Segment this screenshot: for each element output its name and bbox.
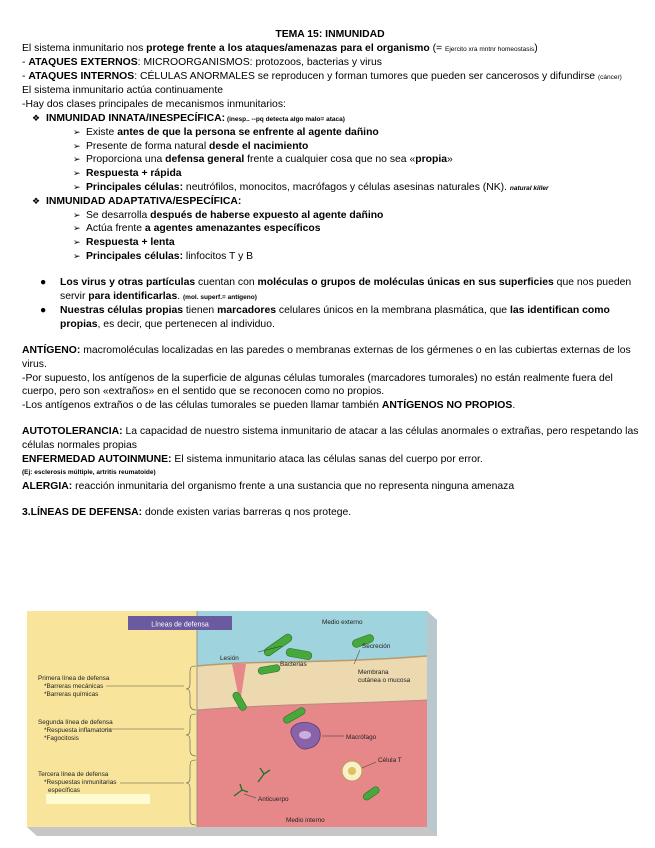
externos-text: : MICROORGANISMOS: protozoos, bacterias y virus bbox=[137, 57, 382, 69]
label-primera: Primera línea de defensa bbox=[38, 675, 110, 682]
label-macrofago: Macrófago bbox=[346, 734, 377, 741]
item-text: » bbox=[447, 154, 453, 166]
bullet-bold: para identificarlas bbox=[88, 290, 178, 302]
alergia-label: ALERGIA: bbox=[22, 480, 73, 492]
list-item bbox=[73, 250, 642, 264]
internos-note: (cáncer) bbox=[597, 73, 622, 81]
bullet-bold: moléculas o grupos de moléculas únicas en sus superficies bbox=[257, 277, 554, 289]
lineas-text: donde existen varias barreras q nos protege. bbox=[142, 507, 352, 519]
innata-label: INMUNIDAD INNATA/INESPECÍFICA: bbox=[46, 112, 226, 124]
item-text: neutrófilos, monocitos, macrófagos y células asesinas naturales (NK). bbox=[183, 181, 510, 193]
item-text: Actúa frente bbox=[86, 223, 145, 235]
arrow-bullet-icon: ➢ bbox=[73, 209, 81, 220]
item-text: Se desarrolla bbox=[86, 209, 151, 221]
item-text: Existe bbox=[86, 127, 118, 139]
list-item bbox=[73, 236, 642, 250]
diamond-bullet-icon: ❖ bbox=[32, 112, 41, 123]
bullet-propias bbox=[40, 304, 642, 331]
label-tercera: Tercera línea de defensa bbox=[38, 771, 109, 778]
label-segunda: Segunda línea de defensa bbox=[38, 719, 113, 726]
internos-label: ATAQUES INTERNOS bbox=[28, 70, 135, 82]
arrow-bullet-icon: ➢ bbox=[73, 140, 81, 151]
bullet-virus bbox=[40, 276, 642, 304]
bullet-bold: las identifican como propias bbox=[60, 305, 610, 330]
internos-text: : CÉLULAS ANORMALES se reproducen y forman tumores que pueden ser cancerosos y difundirse bbox=[134, 70, 598, 82]
item-bold: propia bbox=[415, 154, 448, 166]
list-item bbox=[73, 153, 642, 167]
antigeno-definition bbox=[22, 344, 642, 371]
adaptativa-heading bbox=[32, 195, 642, 209]
autoinmune-example: (Ej: esclerosis múltiple, artritis reumatoide) bbox=[22, 469, 156, 477]
intro-paren: (= bbox=[429, 42, 446, 54]
alergia-definition bbox=[22, 480, 642, 494]
label-celula-t: Célula T bbox=[378, 757, 402, 764]
arrow-bullet-icon: ➢ bbox=[73, 223, 81, 234]
arrow-bullet-icon: ➢ bbox=[73, 127, 81, 138]
autoinmune-label: ENFERMEDAD AUTOINMUNE: bbox=[22, 453, 172, 465]
item-bold: Respuesta + rápida bbox=[86, 167, 182, 179]
bullet-text: que nos pueden servir bbox=[60, 277, 632, 302]
bullet-bold: marcadores bbox=[217, 305, 277, 317]
intro-close: ) bbox=[534, 42, 538, 54]
antigeno-p3 bbox=[22, 399, 642, 413]
antigeno-text: macromoléculas localizadas en las paredes o membranas externas de los gérmenes o en las cubiertas externas de los virus. bbox=[22, 345, 631, 371]
round-bullet-icon: ● bbox=[40, 305, 47, 317]
arrow-bullet-icon: ➢ bbox=[73, 154, 81, 165]
item-bold: antes de que la persona se enfrente al agente dañino bbox=[117, 127, 379, 139]
item-text: Proporciona una bbox=[86, 154, 166, 166]
antigeno-p3-text: -Los antígenos extraños o de las células tumorales se pueden llamar también bbox=[22, 399, 382, 411]
arrow-bullet-icon: ➢ bbox=[73, 236, 81, 247]
externos-label: ATAQUES EXTERNOS bbox=[28, 57, 138, 69]
bullet-text: celulares únicos en la membrana plasmática, que bbox=[276, 305, 510, 317]
alergia-text: reacción inmunitaria del organismo frente a una sustancia que no representa ninguna amenaza bbox=[72, 480, 515, 492]
label-primera-2: *Barreras químicas bbox=[44, 691, 99, 698]
label-membrana: Membrana bbox=[358, 669, 389, 676]
banner-label: Líneas de defensa bbox=[151, 621, 209, 629]
internos-lead: - bbox=[22, 70, 29, 82]
innata-note: (inesp.. --pq detecta algo malo= ataca) bbox=[225, 115, 345, 123]
label-primera-1: *Barreras mecánicas bbox=[44, 683, 104, 690]
bullet-text: cuentan con bbox=[195, 277, 258, 289]
frame-bottom bbox=[27, 827, 437, 836]
label-lesion: Lesión bbox=[220, 655, 239, 662]
bullet-text: , es decir, que pertenecen al individuo. bbox=[97, 318, 275, 330]
item-bold: defensa general bbox=[165, 154, 245, 166]
item-text: linfocitos T y B bbox=[183, 250, 254, 262]
continuo-text: El sistema inmunitario actúa continuamente bbox=[22, 85, 223, 97]
arrow-bullet-icon: ➢ bbox=[73, 181, 81, 192]
bullet-bold: Nuestras células propias bbox=[60, 305, 184, 317]
document bbox=[22, 28, 642, 520]
antigeno-p3-end: . bbox=[512, 399, 516, 411]
adaptativa-label: INMUNIDAD ADAPTATIVA/ESPECÍFICA: bbox=[46, 196, 242, 208]
arrow-bullet-icon: ➢ bbox=[73, 167, 81, 178]
item-bold: Principales células: bbox=[86, 250, 184, 262]
label-medio-externo: Medio externo bbox=[322, 619, 363, 626]
item-bold: después de haberse expuesto al agente dañino bbox=[150, 209, 384, 221]
autoinmune-definition bbox=[22, 453, 642, 467]
label-anticuerpo: Anticuerpo bbox=[258, 796, 289, 803]
label-secrecion: Secreción bbox=[362, 643, 391, 650]
ataques-internos bbox=[22, 70, 642, 85]
autoinmune-text: El sistema inmunitario ataca las células sanas del cuerpo por error. bbox=[171, 453, 483, 465]
intro-bold: protege frente a los ataques/amenazas para el organismo bbox=[146, 42, 430, 54]
macrophage-nucleus bbox=[299, 731, 311, 739]
label-bacterias: Bacterias bbox=[280, 661, 307, 668]
list-item bbox=[73, 222, 642, 236]
defense-lines-figure bbox=[24, 608, 439, 838]
bullet-bold: Los virus y otras partículas bbox=[60, 277, 196, 289]
item-bold: desde el nacimiento bbox=[209, 140, 309, 152]
item-bold: Principales células: bbox=[86, 181, 184, 193]
innata-heading bbox=[32, 112, 642, 127]
diamond-bullet-icon: ❖ bbox=[32, 196, 41, 207]
list-item bbox=[73, 181, 642, 196]
frame-side bbox=[427, 611, 437, 836]
label-tercera-1: *Respuestas inmunitarias bbox=[44, 779, 117, 786]
item-bold: a agentes amenazantes específicos bbox=[144, 223, 321, 235]
highlight-box bbox=[46, 794, 150, 804]
label-segunda-1: *Respuesta inflamatoria bbox=[44, 727, 112, 734]
list-item bbox=[73, 209, 642, 223]
antigeno-p3-bold: ANTÍGENOS NO PROPIOS bbox=[381, 399, 513, 411]
label-segunda-2: *Fagocitosis bbox=[44, 735, 79, 742]
list-item bbox=[73, 167, 642, 181]
autotolerancia-definition bbox=[22, 425, 642, 452]
list-item bbox=[73, 140, 642, 154]
bullet-note: (mol. superf.= antígeno) bbox=[183, 293, 257, 301]
item-bold: Respuesta + lenta bbox=[86, 236, 175, 248]
ataques-externos bbox=[22, 56, 642, 70]
arrow-bullet-icon: ➢ bbox=[73, 250, 81, 261]
antigeno-label: ANTÍGENO: bbox=[22, 345, 81, 357]
round-bullet-icon: ● bbox=[40, 277, 47, 289]
label-medio-interno: Medio interno bbox=[286, 817, 325, 824]
list-item bbox=[73, 126, 642, 140]
item-note: natural killer bbox=[509, 184, 549, 192]
antigeno-p2: -Por supuesto, los antígenos de la superficie de algunas células tumorales (marcadores tumorales) no están realmente fuera del cuerpo, pero son «extraños» en el sentido que se reconocen como no propios. bbox=[22, 372, 613, 398]
label-membrana-2: cutánea o mucosa bbox=[358, 677, 411, 684]
label-tercera-2: específicas bbox=[48, 787, 80, 794]
intro-paragraph bbox=[22, 42, 642, 57]
intro-note: Ejercito xra mntnr homeostasis bbox=[445, 45, 535, 53]
autotolerancia-text: La capacidad de nuestro sistema inmunitario de atacar a las células anormales o extrañas, pero respetando las células normales propias bbox=[22, 426, 639, 452]
item-text: frente a cualquier cosa que no sea « bbox=[244, 154, 416, 166]
bullet-text: tienen bbox=[183, 305, 218, 317]
intro-text: El sistema inmunitario nos bbox=[22, 42, 147, 54]
bullet-text: . bbox=[177, 290, 184, 302]
lineas-heading bbox=[22, 506, 642, 520]
lineas-label: 3.LÍNEAS DE DEFENSA: bbox=[22, 507, 143, 519]
externos-lead: - bbox=[22, 57, 29, 69]
item-text: Presente de forma natural bbox=[86, 140, 210, 152]
t-cell-nucleus bbox=[348, 767, 356, 775]
autotolerancia-label: AUTOTOLERANCIA: bbox=[22, 426, 123, 438]
clases-text: -Hay dos clases principales de mecanismos inmunitarios: bbox=[22, 98, 286, 110]
page-title: TEMA 15: INMUNIDAD bbox=[275, 29, 385, 40]
